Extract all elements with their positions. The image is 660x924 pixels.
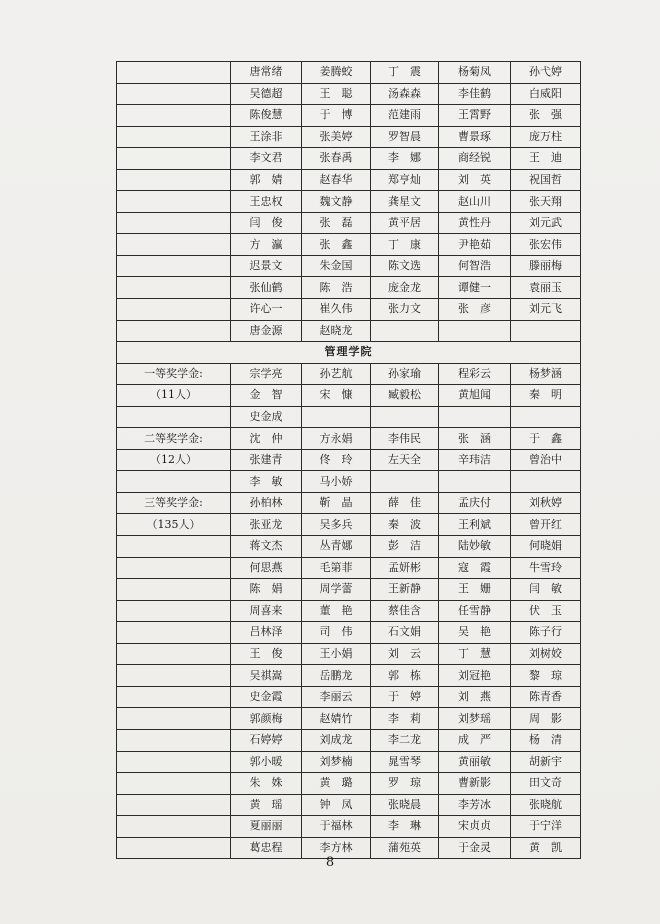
- student-name-cell: 吴祺嵩: [231, 665, 302, 687]
- student-name-cell: 许心一: [231, 299, 302, 321]
- student-name-cell: [439, 406, 511, 428]
- student-name-cell: [439, 471, 511, 493]
- student-name-cell: 何智浩: [439, 255, 511, 277]
- page-number: 8: [325, 855, 335, 870]
- student-name-cell: 魏文静: [302, 191, 371, 213]
- student-name-cell: 刘梦楠: [302, 751, 371, 773]
- student-name-cell: 李芳冰: [439, 794, 511, 816]
- table-row: [117, 191, 581, 213]
- student-name-cell: 郭 栋: [371, 665, 439, 687]
- student-name-cell: 黄丽敏: [439, 751, 511, 773]
- student-name-cell: 程彩云: [439, 363, 511, 385]
- student-name-cell: 周学蕾: [302, 579, 371, 601]
- award-category-cell: [117, 600, 231, 622]
- table-row: [117, 105, 581, 127]
- student-name-cell: 陈子行: [511, 622, 581, 644]
- student-name-cell: 孙艺航: [302, 363, 371, 385]
- student-name-cell: 祝国哲: [511, 169, 581, 191]
- student-name-cell: 夏丽丽: [231, 816, 302, 838]
- student-name-cell: 张天翔: [511, 191, 581, 213]
- student-name-cell: [371, 471, 439, 493]
- student-name-cell: 庞万柱: [511, 126, 581, 148]
- table-row: [117, 643, 581, 665]
- student-name-cell: 郭 婧: [231, 169, 302, 191]
- table-row: [117, 428, 581, 450]
- student-name-cell: 刘成龙: [302, 729, 371, 751]
- table-row: [117, 794, 581, 816]
- student-name-cell: 于福林: [302, 816, 371, 838]
- student-name-cell: 方永娟: [302, 428, 371, 450]
- student-name-cell: 李 琳: [371, 816, 439, 838]
- student-name-cell: 赵春华: [302, 169, 371, 191]
- table-row: [117, 816, 581, 838]
- student-name-cell: 刘冠艳: [439, 665, 511, 687]
- student-name-cell: 曹景琢: [439, 126, 511, 148]
- student-name-cell: 刘 英: [439, 169, 511, 191]
- table-row: [117, 406, 581, 428]
- student-name-cell: 李丽云: [302, 686, 371, 708]
- student-name-cell: 王霄野: [439, 105, 511, 127]
- student-name-cell: 迟景文: [231, 255, 302, 277]
- student-name-cell: 朱 姝: [231, 773, 302, 795]
- student-name-cell: 吴 艳: [439, 622, 511, 644]
- student-name-cell: 黄 凯: [511, 837, 581, 859]
- award-category-cell: [117, 794, 231, 816]
- table-row: [117, 773, 581, 795]
- student-name-cell: 王忠权: [231, 191, 302, 213]
- student-name-cell: 杨菊凤: [439, 62, 511, 84]
- student-name-cell: 罗智晨: [371, 126, 439, 148]
- table-row: [117, 320, 581, 342]
- student-name-cell: 闫 敏: [511, 579, 581, 601]
- student-name-cell: 陈文选: [371, 255, 439, 277]
- student-name-cell: 石文娟: [371, 622, 439, 644]
- student-name-cell: 张 彦: [439, 299, 511, 321]
- student-name-cell: 刘元武: [511, 212, 581, 234]
- table-row: [117, 449, 581, 471]
- student-name-cell: 孙家瑜: [371, 363, 439, 385]
- student-name-cell: 伏 玉: [511, 600, 581, 622]
- student-name-cell: 刘树姣: [511, 643, 581, 665]
- student-name-cell: 刘元飞: [511, 299, 581, 321]
- student-name-cell: 张仙鹤: [231, 277, 302, 299]
- award-category-cell: [117, 126, 231, 148]
- award-category-cell: [117, 557, 231, 579]
- table-row: [117, 600, 581, 622]
- student-name-cell: 张 强: [511, 105, 581, 127]
- student-name-cell: 于 鑫: [511, 428, 581, 450]
- student-name-cell: 张春禹: [302, 148, 371, 170]
- student-name-cell: [511, 320, 581, 342]
- student-name-cell: 李 莉: [371, 708, 439, 730]
- table-row: [117, 385, 581, 407]
- student-name-cell: 王小娟: [302, 643, 371, 665]
- student-name-cell: 张 磊: [302, 212, 371, 234]
- student-name-cell: 李方林: [302, 837, 371, 859]
- student-name-cell: 田文奇: [511, 773, 581, 795]
- award-category-cell: [117, 729, 231, 751]
- student-name-cell: 赵晓龙: [302, 320, 371, 342]
- student-name-cell: 罗 琼: [371, 773, 439, 795]
- student-name-cell: 孟庆付: [439, 492, 511, 514]
- student-name-cell: 吕林泽: [231, 622, 302, 644]
- student-name-cell: 左天全: [371, 449, 439, 471]
- student-name-cell: 王 聪: [302, 83, 371, 105]
- student-name-cell: 秦 明: [511, 385, 581, 407]
- student-name-cell: 辛玮洁: [439, 449, 511, 471]
- student-name-cell: 毛第菲: [302, 557, 371, 579]
- student-name-cell: 闫 俊: [231, 212, 302, 234]
- student-name-cell: 白威阳: [511, 83, 581, 105]
- award-category-cell: [117, 536, 231, 558]
- student-name-cell: 陈俊慧: [231, 105, 302, 127]
- student-name-cell: 蒋文杰: [231, 536, 302, 558]
- student-name-cell: 刘秋婷: [511, 492, 581, 514]
- table-row: [117, 299, 581, 321]
- student-name-cell: 李文君: [231, 148, 302, 170]
- table-row: [117, 234, 581, 256]
- student-name-cell: 蒲苑英: [371, 837, 439, 859]
- table-row: [117, 665, 581, 687]
- award-category-cell: [117, 62, 231, 84]
- student-name-cell: 陈 浩: [302, 277, 371, 299]
- table-row: [117, 363, 581, 385]
- student-name-cell: 沈 仲: [231, 428, 302, 450]
- student-name-cell: 王利斌: [439, 514, 511, 536]
- student-name-cell: 刘 燕: [439, 686, 511, 708]
- award-category-cell: 三等奖学金:: [117, 492, 231, 514]
- section-title: 管理学院: [117, 342, 581, 364]
- section-row: [117, 342, 581, 364]
- student-name-cell: 王涂非: [231, 126, 302, 148]
- student-name-cell: 龚星文: [371, 191, 439, 213]
- student-name-cell: 吴德超: [231, 83, 302, 105]
- student-name-cell: 于宁洋: [511, 816, 581, 838]
- student-name-cell: 薛 佳: [371, 492, 439, 514]
- student-name-cell: 孟妍彬: [371, 557, 439, 579]
- student-name-cell: 陈青香: [511, 686, 581, 708]
- student-name-cell: 丁 震: [371, 62, 439, 84]
- table-row: [117, 686, 581, 708]
- award-category-cell: [117, 234, 231, 256]
- student-name-cell: 刘 云: [371, 643, 439, 665]
- student-name-cell: 黄旭闻: [439, 385, 511, 407]
- student-name-cell: 李佳鹤: [439, 83, 511, 105]
- student-name-cell: 丁 康: [371, 234, 439, 256]
- award-category-cell: [117, 169, 231, 191]
- student-name-cell: 董 艳: [302, 600, 371, 622]
- student-name-cell: 张力文: [371, 299, 439, 321]
- table-row: [117, 751, 581, 773]
- table-row: [117, 579, 581, 601]
- roster-body: [117, 62, 581, 859]
- scholarship-roster-table: [116, 61, 581, 859]
- student-name-cell: 曹新影: [439, 773, 511, 795]
- award-category-cell: [117, 708, 231, 730]
- student-name-cell: 张亚龙: [231, 514, 302, 536]
- student-name-cell: 丁 慧: [439, 643, 511, 665]
- award-category-cell: [117, 816, 231, 838]
- student-name-cell: 彭 洁: [371, 536, 439, 558]
- student-name-cell: [371, 406, 439, 428]
- student-name-cell: 司 伟: [302, 622, 371, 644]
- award-category-cell: [117, 622, 231, 644]
- student-name-cell: 黎 琼: [511, 665, 581, 687]
- table-row: [117, 492, 581, 514]
- student-name-cell: 杨 清: [511, 729, 581, 751]
- student-name-cell: 庞金龙: [371, 277, 439, 299]
- student-name-cell: 黄 瑶: [231, 794, 302, 816]
- student-name-cell: 崔久伟: [302, 299, 371, 321]
- award-category-cell: [117, 255, 231, 277]
- student-name-cell: 葛忠程: [231, 837, 302, 859]
- student-name-cell: 尹艳茹: [439, 234, 511, 256]
- award-category-cell: [117, 277, 231, 299]
- student-name-cell: 周 影: [511, 708, 581, 730]
- student-name-cell: 商经锐: [439, 148, 511, 170]
- award-category-cell: [117, 643, 231, 665]
- student-name-cell: 陈 娟: [231, 579, 302, 601]
- student-name-cell: 张宏伟: [511, 234, 581, 256]
- student-name-cell: 谭健一: [439, 277, 511, 299]
- student-name-cell: 王 迪: [511, 148, 581, 170]
- award-category-cell: [117, 665, 231, 687]
- student-name-cell: 姜腾蛟: [302, 62, 371, 84]
- award-category-cell: [117, 299, 231, 321]
- student-name-cell: 宗学亮: [231, 363, 302, 385]
- table-row: [117, 277, 581, 299]
- award-category-cell: [117, 320, 231, 342]
- student-name-cell: 岳鹏龙: [302, 665, 371, 687]
- student-name-cell: 钟 凤: [302, 794, 371, 816]
- student-name-cell: 佟 玲: [302, 449, 371, 471]
- award-category-cell: [117, 191, 231, 213]
- student-name-cell: [439, 320, 511, 342]
- award-category-cell: [117, 471, 231, 493]
- student-name-cell: 张建青: [231, 449, 302, 471]
- award-category-cell: [117, 406, 231, 428]
- student-name-cell: 蔡佳含: [371, 600, 439, 622]
- table-row: [117, 126, 581, 148]
- table-row: [117, 62, 581, 84]
- student-name-cell: 牛雪玲: [511, 557, 581, 579]
- student-name-cell: 郭小暖: [231, 751, 302, 773]
- award-category-cell: [117, 686, 231, 708]
- student-name-cell: 黄平居: [371, 212, 439, 234]
- student-name-cell: 宋贞贞: [439, 816, 511, 838]
- student-name-cell: 史金霞: [231, 686, 302, 708]
- student-name-cell: 方 瀛: [231, 234, 302, 256]
- student-name-cell: 何思燕: [231, 557, 302, 579]
- student-name-cell: 郭颜梅: [231, 708, 302, 730]
- student-name-cell: 王 俊: [231, 643, 302, 665]
- student-name-cell: 袁丽玉: [511, 277, 581, 299]
- student-name-cell: 张晓航: [511, 794, 581, 816]
- award-category-cell: [117, 83, 231, 105]
- student-name-cell: 陆妙敏: [439, 536, 511, 558]
- student-name-cell: 曾开红: [511, 514, 581, 536]
- student-name-cell: [511, 406, 581, 428]
- student-name-cell: 寇 霞: [439, 557, 511, 579]
- student-name-cell: [371, 320, 439, 342]
- student-name-cell: 刘梦瑶: [439, 708, 511, 730]
- student-name-cell: 李 娜: [371, 148, 439, 170]
- table-row: [117, 148, 581, 170]
- student-name-cell: 马小娇: [302, 471, 371, 493]
- student-name-cell: 滕丽梅: [511, 255, 581, 277]
- table-row: [117, 536, 581, 558]
- award-category-cell: （12人）: [117, 449, 231, 471]
- table-row: [117, 471, 581, 493]
- table-row: [117, 708, 581, 730]
- student-name-cell: 晁雪琴: [371, 751, 439, 773]
- student-name-cell: 郑亨灿: [371, 169, 439, 191]
- student-name-cell: 李 敏: [231, 471, 302, 493]
- award-category-cell: [117, 751, 231, 773]
- student-name-cell: 李伟民: [371, 428, 439, 450]
- award-category-cell: [117, 148, 231, 170]
- table-row: [117, 169, 581, 191]
- student-name-cell: 孙柏林: [231, 492, 302, 514]
- award-category-cell: [117, 105, 231, 127]
- award-category-cell: 一等奖学金:: [117, 363, 231, 385]
- student-name-cell: 唐常绪: [231, 62, 302, 84]
- student-name-cell: 史金成: [231, 406, 302, 428]
- student-name-cell: 张 鑫: [302, 234, 371, 256]
- student-name-cell: 金 智: [231, 385, 302, 407]
- table-row: [117, 83, 581, 105]
- student-name-cell: 秦 波: [371, 514, 439, 536]
- student-name-cell: 丛青娜: [302, 536, 371, 558]
- table-row: [117, 557, 581, 579]
- student-name-cell: 胡新宇: [511, 751, 581, 773]
- student-name-cell: 石婷婷: [231, 729, 302, 751]
- student-name-cell: 臧毅松: [371, 385, 439, 407]
- award-category-cell: （11人）: [117, 385, 231, 407]
- student-name-cell: 周喜来: [231, 600, 302, 622]
- award-category-cell: （135人）: [117, 514, 231, 536]
- student-name-cell: 黄 璐: [302, 773, 371, 795]
- student-name-cell: 赵婧竹: [302, 708, 371, 730]
- student-name-cell: 朱金国: [302, 255, 371, 277]
- student-name-cell: 杨梦涵: [511, 363, 581, 385]
- student-name-cell: 王 姗: [439, 579, 511, 601]
- student-name-cell: 于 婷: [371, 686, 439, 708]
- student-name-cell: 孙弋婷: [511, 62, 581, 84]
- award-category-cell: [117, 212, 231, 234]
- award-category-cell: [117, 579, 231, 601]
- student-name-cell: 汤森森: [371, 83, 439, 105]
- student-name-cell: 何晓娟: [511, 536, 581, 558]
- student-name-cell: 张美婷: [302, 126, 371, 148]
- table-row: [117, 255, 581, 277]
- student-name-cell: 于金灵: [439, 837, 511, 859]
- student-name-cell: 靳 晶: [302, 492, 371, 514]
- student-name-cell: 李二龙: [371, 729, 439, 751]
- student-name-cell: 吴多兵: [302, 514, 371, 536]
- table-row: [117, 622, 581, 644]
- student-name-cell: 于 博: [302, 105, 371, 127]
- student-name-cell: 张晓晨: [371, 794, 439, 816]
- student-name-cell: 赵山川: [439, 191, 511, 213]
- table-row: [117, 514, 581, 536]
- student-name-cell: 成 严: [439, 729, 511, 751]
- student-name-cell: 王新静: [371, 579, 439, 601]
- award-category-cell: 二等奖学金:: [117, 428, 231, 450]
- student-name-cell: 任雪静: [439, 600, 511, 622]
- student-name-cell: 黄性丹: [439, 212, 511, 234]
- student-name-cell: [511, 471, 581, 493]
- student-name-cell: 范建雨: [371, 105, 439, 127]
- student-name-cell: 宋 慷: [302, 385, 371, 407]
- student-name-cell: 唐金源: [231, 320, 302, 342]
- student-name-cell: 张 涵: [439, 428, 511, 450]
- student-name-cell: [302, 406, 371, 428]
- award-category-cell: [117, 773, 231, 795]
- student-name-cell: 曾治中: [511, 449, 581, 471]
- table-row: [117, 212, 581, 234]
- table-row: [117, 729, 581, 751]
